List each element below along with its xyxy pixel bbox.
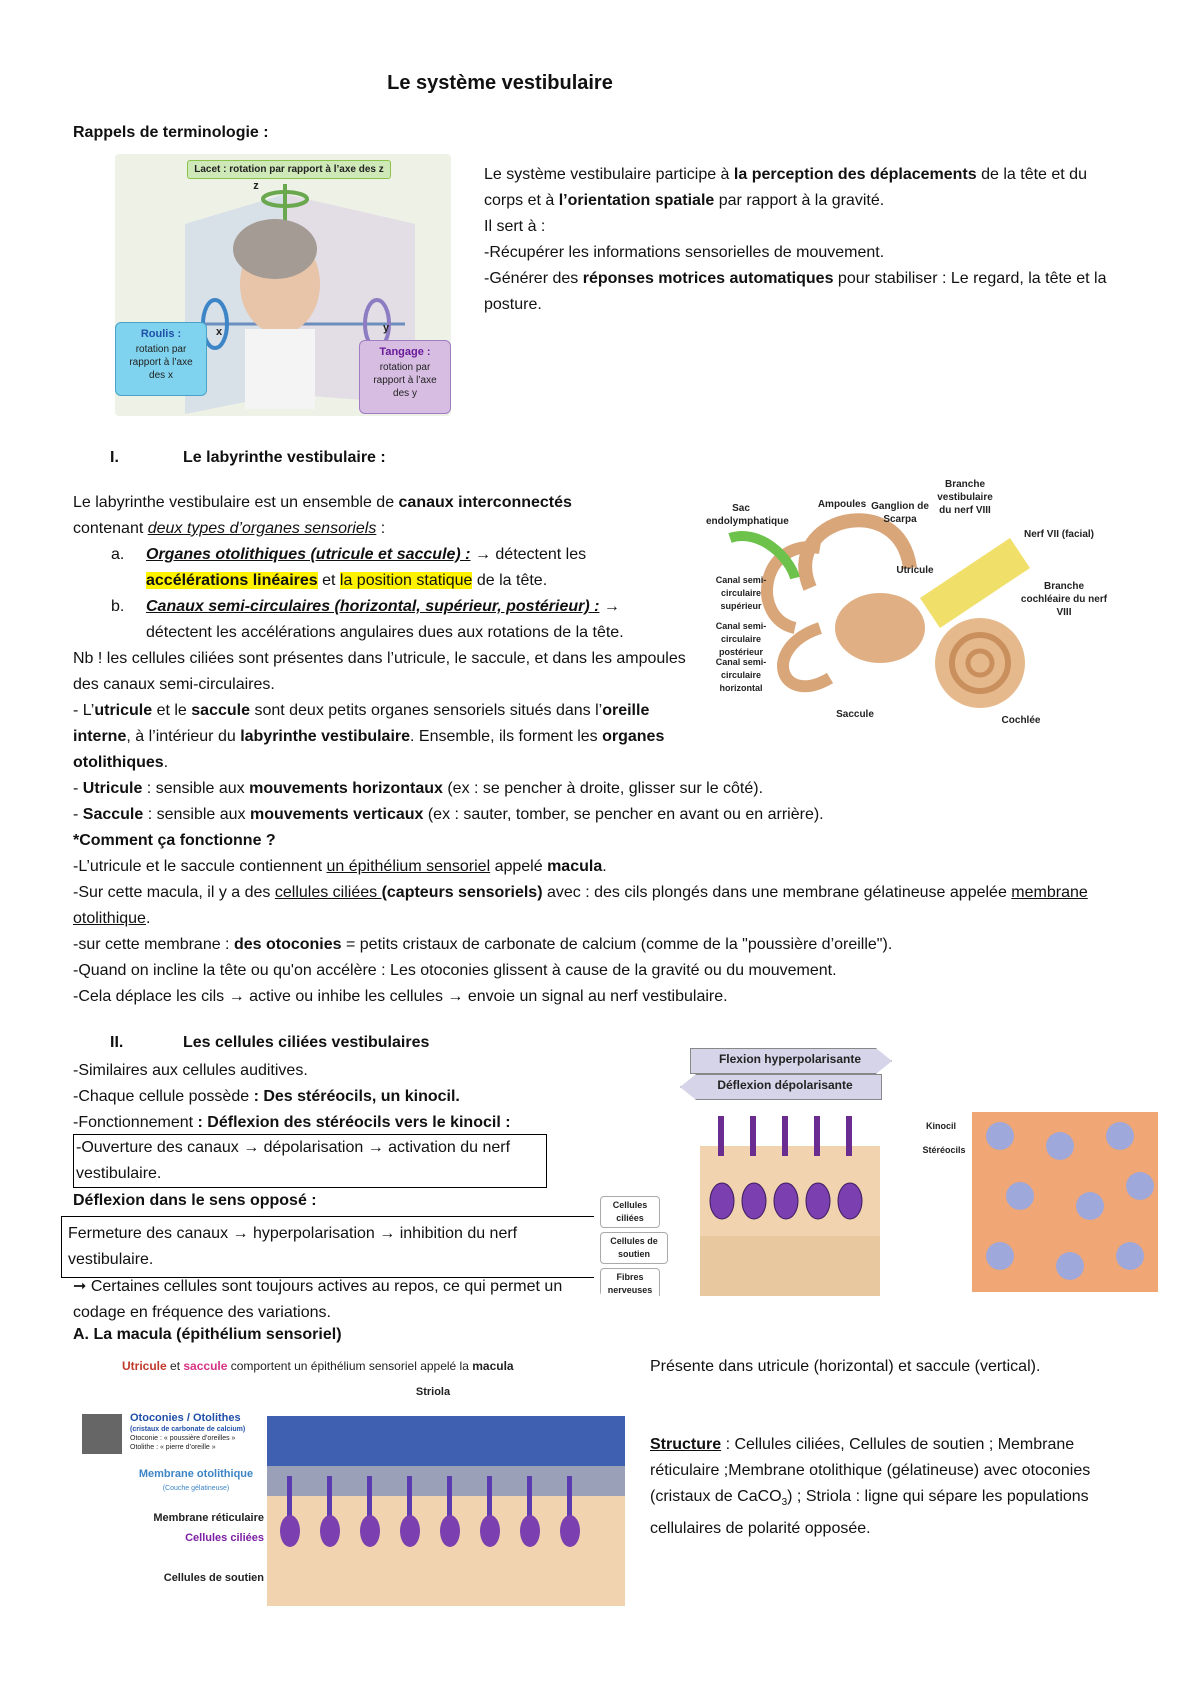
nerve-fibers-label: Fibres nerveuses [600,1268,660,1296]
label-saccule: Saccule [836,709,874,720]
macula-heading: A. La macula (épithélium sensoriel) [73,1326,342,1343]
s1-c5: -Cela déplace les cils → active ou inhibe les cellules → envoie un signal au nerf vestibulaire. [73,988,728,1005]
s1-c3: -sur cette membrane : des otoconies = petits cristaux de carbonate de calcium (comme de la "poussière d’oreille"). [73,936,893,953]
otoconies-sub-1: (cristaux de carbonate de calcium) [130,1426,246,1433]
intro-line-3: -Récupérer les informations sensorielles de mouvement. [484,244,885,261]
intro-paragraph [484,162,1124,318]
otoconies-sub-3: Otolithe : « pierre d’oreille » [130,1444,216,1451]
s1-comment: *Comment ça fonctionne ? [73,832,276,849]
macula-presente: Présente dans utricule (horizontal) et saccule (vertical). [650,1358,1041,1375]
item-a-title: Organes otolithiques (utricule et saccule) : [146,546,471,563]
label-nerf-7: Nerf VII (facial) [1023,529,1095,540]
axis-z-label: z [253,180,259,192]
deflexion-label: Déflexion dépolarisante [717,1078,853,1092]
axis-x-label: x [215,326,223,338]
highlight-acc-lin: accélérations linéaires [146,572,318,589]
label-utricule: Utricule [896,565,934,576]
s1-c2: -Sur cette macula, il y a des cellules ciliées (capteurs sensoriels) avec : des cils plongés dans une membrane gélatineuse appelée membrane otolithique. [73,884,1088,927]
s1-c1: -L’utricule et le saccule contiennent un épithélium sensoriel appelé macula. [73,858,607,875]
labyrinth-figure [700,478,1110,738]
macula-support-cells-label: Cellules de soutien [163,1572,264,1584]
item-b-marker: b. [111,598,125,615]
lacet-label: Lacet : rotation par rapport à l’axe des z [187,160,391,179]
s1-utricule: - Utricule : sensible aux mouvements horizontaux (ex : se pencher à droite, glisser sur le côté). [73,780,764,797]
macula-structure: Structure : Cellules ciliées, Cellules de soutien ; Membrane réticulaire ;Membrane otolithique (gélatineuse) avec otoconies (cristaux de CaCO$_3$) ; Striola : ligne qui sépare les populations cellulaires de polarité opposée. [650,1436,1091,1538]
membrane-otolithique-label: Membrane otolithique [138,1468,254,1480]
intro-line-4: -Générer des réponses motrices automatiques pour stabiliser : Le regard, la tête et la posture. [484,270,1107,313]
s2-l1: -Similaires aux cellules auditives. [73,1062,308,1079]
intro-line-1: Le système vestibulaire participe à la perception des déplacements de la tête et du corps et à l’orientation spatiale par rapport à la gravité. [484,166,1087,209]
hair-cells-illustration [600,1046,1160,1296]
label-ampoules: Ampoules [817,499,867,510]
s2-l2: -Chaque cellule possède : Des stéréocils, un kinocil. [73,1088,460,1105]
macula-figure-title: Utricule et saccule comportent un épithélium sensoriel appelé la macula [122,1359,514,1373]
membrane-otolithique-sub: (Couche gélatineuse) [162,1485,230,1492]
roulis-title: Roulis : [140,328,182,340]
label-ganglion: Ganglion de Scarpa [871,501,929,525]
item-a-marker: a. [111,546,125,563]
s1-item-b: b. Canaux semi-circulaires (horizontal, supérieur, postérieur) : → détectent les accélérations angulaires dues aux rotations de la tête. [73,594,693,646]
section-1-number: I. [110,449,119,466]
s1-item-a: a. Organes otolithiques (utricule et saccule) : → détectent les accélérations linéaires et la position statique de la tête. [73,542,693,594]
label-canal-posterieur: Canal semi-circulaire postérieur [715,621,767,657]
hair-cells-label: Cellules ciliées [600,1196,660,1228]
s1-c4: -Quand on incline la tête ou qu'on accélère : Les otoconies glissent à cause de la gravité ou du mouvement. [73,962,837,979]
label-canal-horizontal: Canal semi-circulaire horizontal [715,657,767,693]
tangage-title: Tangage : [379,346,431,358]
section-2-heading: Les cellules ciliées vestibulaires [183,1034,430,1051]
item-b-title: Canaux semi-circulaires (horizontal, supérieur, postérieur) : [146,598,600,615]
s1-nb: Nb ! les cellules ciliées sont présentes dans l’utricule, le saccule, et dans les ampoules des canaux semi-circulaires. [73,650,686,693]
label-branche-cochleaire: Branche cochléaire du nerf VIII [1020,581,1108,618]
flexion-label: Flexion hyperpolarisante [718,1052,862,1066]
kinocil-label: Kinocil [925,1121,956,1131]
section-1-details [73,776,1133,1010]
label-cochlee: Cochlée [1001,715,1041,726]
s2-box-hyperpolarisation: Fermeture des canaux → hyperpolarisation → inhibition du nerf vestibulaire. [61,1216,594,1278]
stereocils-label: Stéréocils [922,1145,966,1155]
axis-y-label: y [382,322,390,334]
hair-cells-figure [600,1046,1160,1296]
support-cells-label: Cellules de soutien [600,1232,668,1264]
s1-p1-cont: contenant deux types d’organes sensoriels : [73,520,386,537]
s1-p1: Le labyrinthe vestibulaire est un ensemble de canaux interconnectés [73,494,572,511]
s2-opposite: Déflexion dans le sens opposé : [73,1192,317,1209]
section-2-number: II. [110,1034,124,1051]
item-b-text: détectent les accélérations angulaires dues aux rotations de la tête. [146,624,624,641]
tangage-text: rotation par rapport à l’axe des y [373,362,437,399]
label-branche-vestibulaire: Branche vestibulaire du nerf VIII [937,479,993,516]
macula-figure [82,1356,630,1616]
roulis-text: rotation par rapport à l’axe des x [129,344,193,381]
s1-p2: - L’utricule et le saccule sont deux petits organes sensoriels situés dans l’oreille interne, à l’intérieur du labyrinthe vestibulaire. Ensemble, ils forment les organes otolithiques. [73,702,665,771]
s2-l3: -Fonctionnement : Déflexion des stéréocils vers le kinocil : [73,1114,511,1131]
rappels-heading: Rappels de terminologie : [73,124,269,141]
section-2-text [73,1058,593,1136]
section-1-heading: Le labyrinthe vestibulaire : [183,449,386,466]
label-canal-superieur: Canal semi-circulaire supérieur [715,575,767,611]
membrane-reticulaire-label: Membrane réticulaire [153,1512,264,1524]
label-sac: Sac endolymphatique [706,503,789,527]
structure-label: Structure [650,1436,722,1453]
intro-line-2: Il sert à : [484,218,546,235]
highlight-pos-stat: la position statique [339,572,473,589]
otoconies-sub-2: Otoconie : « poussière d’oreilles » [130,1435,236,1442]
striola-label: Striola [415,1386,451,1398]
head-axes-figure [115,154,451,416]
roulis-box [115,322,207,396]
s1-saccule: - Saccule : sensible aux mouvements verticaux (ex : sauter, tomber, se pencher en avant ou en arrière). [73,806,824,823]
s2-repos: ➞ Certaines cellules sont toujours actives au repos, ce qui permet un codage en fréquence des variations. [73,1278,563,1321]
tangage-box [359,340,451,414]
otoconies-label: Otoconies / Otolithes [130,1412,241,1424]
section-1-text [73,490,693,776]
page-title: Le système vestibulaire [387,72,613,94]
s2-box-depolarisation: -Ouverture des canaux → dépolarisation → activation du nerf vestibulaire. [73,1134,547,1188]
macula-hair-cells-label: Cellules ciliées [185,1532,264,1544]
